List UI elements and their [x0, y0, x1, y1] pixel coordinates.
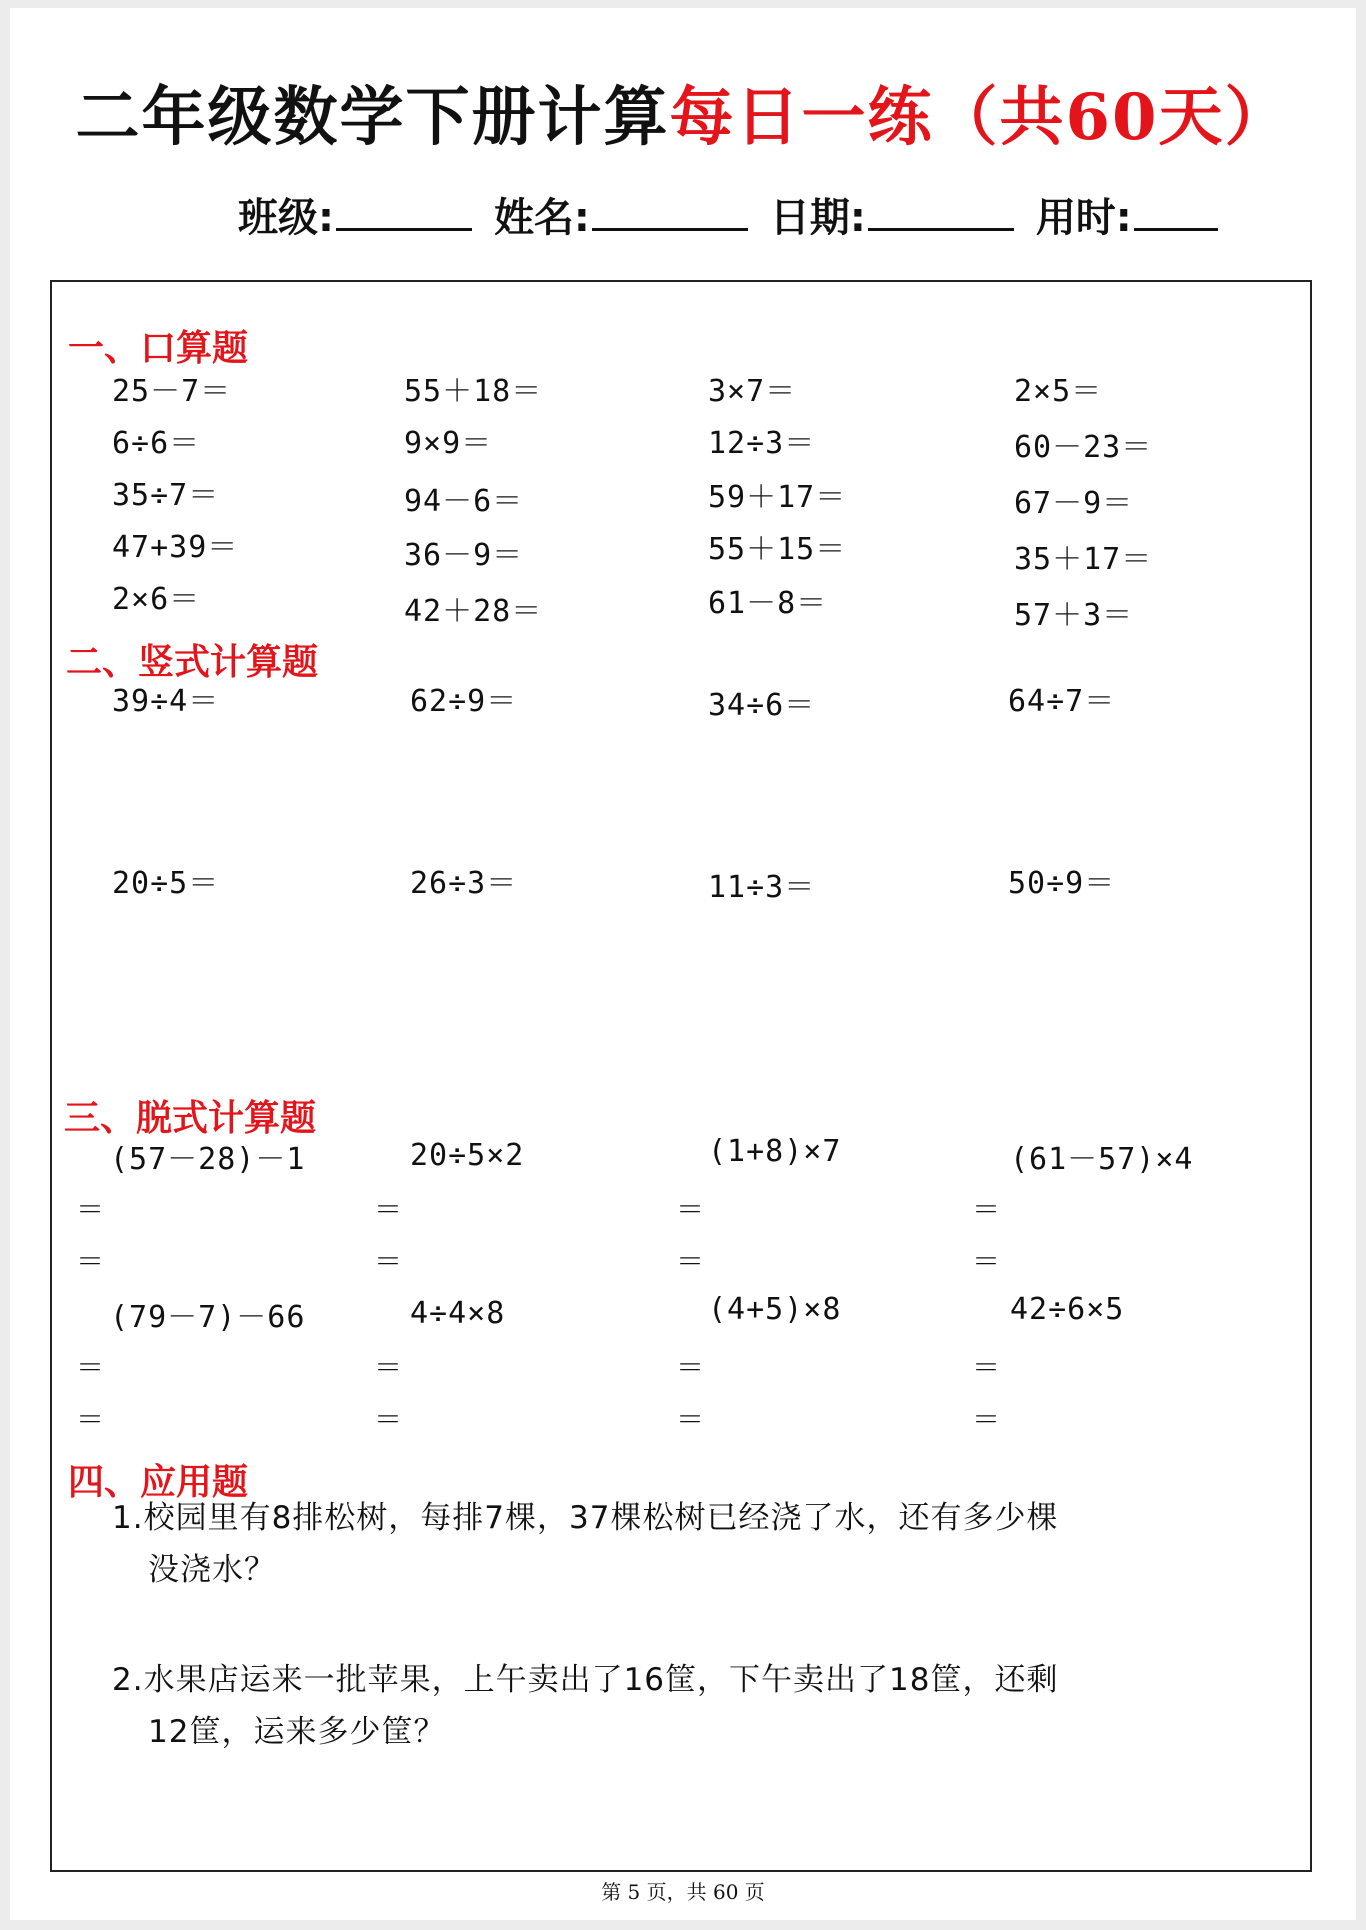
oral-question: 55＋15＝ — [708, 532, 847, 567]
equals-line: ＝ — [76, 1351, 105, 1384]
title-main: 二年级数学下册计算 — [75, 80, 670, 155]
class-label: 班级: — [238, 195, 334, 241]
date-label: 日期: — [769, 195, 866, 241]
vertical-question: 34÷6＝ — [708, 688, 816, 723]
oral-question: 60－23＝ — [1014, 430, 1153, 465]
equals-line: ＝ — [76, 1403, 105, 1436]
equals-line: ＝ — [676, 1403, 705, 1436]
name-blank[interactable] — [592, 192, 748, 231]
equals-line: ＝ — [374, 1245, 403, 1278]
stepwise-question: 4÷4×8 — [410, 1296, 506, 1331]
equals-line: ＝ — [972, 1403, 1001, 1436]
date-blank[interactable] — [868, 192, 1014, 231]
time-blank[interactable] — [1134, 192, 1218, 231]
equals-line: ＝ — [972, 1245, 1001, 1278]
stepwise-question: 20÷5×2 — [410, 1138, 525, 1173]
oral-question: 2×5＝ — [1014, 374, 1103, 409]
student-info-line — [238, 186, 1226, 243]
stepwise-question: (4+5)×8 — [708, 1292, 842, 1327]
equals-line: ＝ — [972, 1351, 1001, 1384]
stepwise-question: (79－7)－66 — [110, 1300, 306, 1335]
name-label: 姓名: — [493, 195, 590, 241]
oral-question: 25－7＝ — [112, 374, 232, 409]
section-heading-word: 四、应用题 — [68, 1461, 249, 1503]
equals-line: ＝ — [676, 1193, 705, 1226]
equals-line: ＝ — [374, 1403, 403, 1436]
word-problem-1 — [112, 1492, 1232, 1596]
vertical-question: 39÷4＝ — [112, 684, 220, 719]
oral-question: 36－9＝ — [404, 538, 524, 573]
section-heading-vertical: 二、竖式计算题 — [66, 641, 319, 683]
oral-question: 55＋18＝ — [404, 374, 543, 409]
equals-line: ＝ — [76, 1245, 105, 1278]
word-problem-2-line2: 12筐，运来多少筐？ — [148, 1714, 446, 1750]
worksheet-page — [10, 8, 1356, 1920]
equals-line: ＝ — [374, 1351, 403, 1384]
stepwise-question: (57－28)－1 — [110, 1142, 306, 1177]
time-label: 用时: — [1035, 195, 1132, 241]
oral-question: 42＋28＝ — [404, 594, 543, 629]
oral-question: 67－9＝ — [1014, 486, 1134, 521]
equals-line: ＝ — [676, 1245, 705, 1278]
vertical-question: 26÷3＝ — [410, 866, 518, 901]
vertical-question: 62÷9＝ — [410, 684, 518, 719]
vertical-question: 64÷7＝ — [1008, 684, 1116, 719]
oral-question: 3×7＝ — [708, 374, 797, 409]
oral-question: 94－6＝ — [404, 484, 524, 519]
oral-question: 6÷6＝ — [112, 426, 201, 461]
word-problem-1-line1: 1.校园里有8排松树，每排7棵，37棵松树已经浇了水，还有多少棵 — [112, 1500, 1059, 1536]
class-blank[interactable] — [336, 192, 472, 231]
equals-line: ＝ — [972, 1193, 1001, 1226]
oral-question: 47+39＝ — [112, 530, 239, 565]
oral-question: 12÷3＝ — [708, 426, 816, 461]
oral-question: 2×6＝ — [112, 582, 201, 617]
oral-question: 57＋3＝ — [1014, 598, 1134, 633]
oral-question: 9×9＝ — [404, 426, 493, 461]
page-footer: 第 5 页，共 60 页 — [601, 1880, 765, 1904]
equals-line: ＝ — [374, 1193, 403, 1226]
oral-question: 59＋17＝ — [708, 480, 847, 515]
stepwise-question: 42÷6×5 — [1010, 1292, 1125, 1327]
section-heading-stepwise: 三、脱式计算题 — [64, 1097, 317, 1139]
oral-question: 61－8＝ — [708, 586, 828, 621]
equals-line: ＝ — [76, 1193, 105, 1226]
vertical-question: 20÷5＝ — [112, 866, 220, 901]
word-problem-1-line2: 没浇水？ — [148, 1552, 276, 1588]
section-heading-oral: 一、口算题 — [68, 327, 249, 369]
oral-question: 35÷7＝ — [112, 478, 220, 513]
page-title — [10, 66, 1356, 158]
vertical-question: 50÷9＝ — [1008, 866, 1116, 901]
stepwise-question: (1+8)×7 — [708, 1134, 842, 1169]
equals-line: ＝ — [676, 1351, 705, 1384]
title-highlight: 每日一练（共60天） — [669, 80, 1291, 155]
word-problem-2-line1: 2.水果店运来一批苹果，上午卖出了16筐，下午卖出了18筐，还剩 — [112, 1662, 1059, 1698]
oral-question: 35＋17＝ — [1014, 542, 1153, 577]
vertical-question: 11÷3＝ — [708, 870, 816, 905]
stepwise-question: (61－57)×4 — [1010, 1142, 1194, 1177]
word-problem-2 — [112, 1654, 1232, 1758]
